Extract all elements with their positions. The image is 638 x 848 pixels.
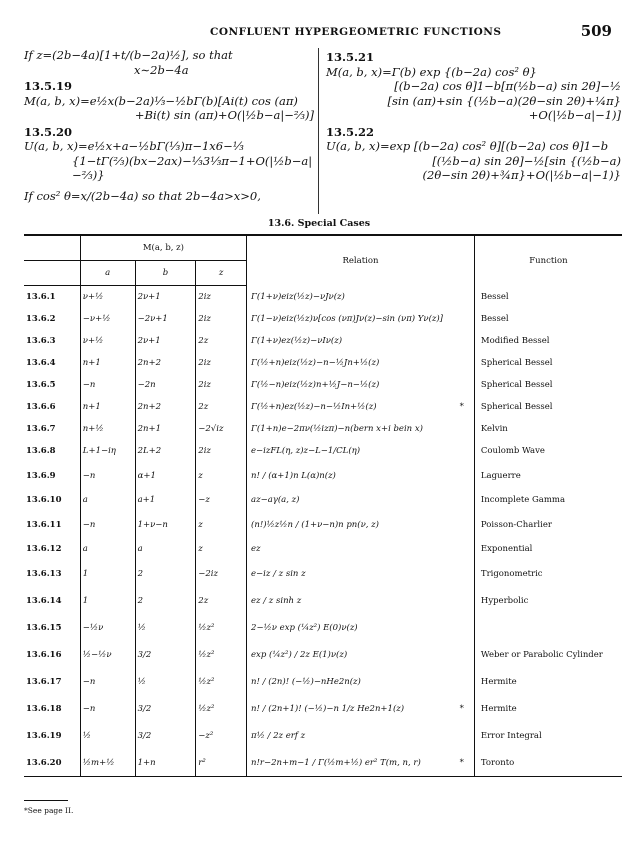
row-number: 13.6.14 xyxy=(26,595,62,606)
cell-z: ½z² xyxy=(196,614,247,641)
cell-function xyxy=(474,614,622,641)
cell-b: 2n+2 xyxy=(135,352,196,374)
table-row xyxy=(24,396,622,418)
cell-b: 3/2 xyxy=(135,641,196,668)
footnote-marker: * xyxy=(459,757,464,768)
cell-z: 2iz xyxy=(196,286,247,309)
intro-text: If z=(2b−4a)[1+t/(b−2a)½], so that xyxy=(24,48,233,62)
table-row xyxy=(24,330,622,352)
cell-relation: e−iz / z sin z xyxy=(247,560,475,587)
cell-relation: Γ(½−n)eiz(½z)n+½J−n−½(z) xyxy=(247,374,475,396)
row-number: 13.6.19 xyxy=(26,730,62,741)
cell-function: Toronto xyxy=(474,749,622,777)
table-row xyxy=(24,440,622,462)
cell-z: 2iz xyxy=(196,352,247,374)
row-number: 13.6.13 xyxy=(26,568,62,579)
cell-b: 2ν+1 xyxy=(135,286,196,309)
cell-function: Bessel xyxy=(474,308,622,330)
footnote-rule xyxy=(24,800,68,801)
cell-function: Coulomb Wave xyxy=(474,440,622,462)
footnote: *See page II. xyxy=(24,806,74,815)
cell-a: −n xyxy=(80,374,135,396)
cell-b: −2n xyxy=(135,374,196,396)
header-b: b xyxy=(135,261,196,286)
cell-relation: π½ / 2z erf z xyxy=(247,722,475,749)
equation-line: M(a, b, x)=e½x(b−2a)⅓−½bΓ(b)[Ai(t) cos (aπ) xyxy=(24,93,298,108)
row-number: 13.6.18 xyxy=(26,703,62,714)
header-function: Function xyxy=(474,235,622,286)
cell-function: Kelvin xyxy=(474,418,622,440)
header-a: a xyxy=(80,261,135,286)
cell-a: ν+½ xyxy=(80,330,135,352)
cell-function: Exponential xyxy=(474,538,622,560)
cell-a: −½ν xyxy=(80,614,135,641)
row-number: 13.6.7 xyxy=(26,424,56,434)
section-title: 13.6. Special Cases xyxy=(267,218,371,229)
outro-text: If cos² θ=x/(2b−4a) so that 2b−4a>x>0, xyxy=(24,188,261,203)
cell-z: ½z² xyxy=(196,641,247,668)
cell-z: z xyxy=(196,511,247,538)
left-column xyxy=(24,48,314,203)
row-number: 13.6.15 xyxy=(26,622,62,633)
footnote-marker: * xyxy=(459,402,464,412)
cell-a: 1 xyxy=(80,560,135,587)
cell-a: −n xyxy=(80,695,135,722)
cell-relation: Γ(1+ν)eiz(½z)−νJν(z) xyxy=(247,286,475,309)
cell-b: 2L+2 xyxy=(135,440,196,462)
cell-function: Error Integral xyxy=(474,722,622,749)
cell-a: 1 xyxy=(80,587,135,614)
header-spacer xyxy=(24,261,80,286)
table-row xyxy=(24,511,622,538)
cell-function: Hermite xyxy=(474,668,622,695)
cell-z: −z² xyxy=(196,722,247,749)
cell-function: Bessel xyxy=(474,286,622,309)
cell-b: α+1 xyxy=(135,462,196,489)
cell-relation: n! / (2n+1)! (−½)−n 1/z He2n+1(z) * xyxy=(247,695,475,722)
cell-function: Trigonometric xyxy=(474,560,622,587)
equation-line: [(b−2a) cos θ]1−b[π(½b−a) sin 2θ]−½ xyxy=(394,79,621,93)
cell-b: a xyxy=(135,538,196,560)
cell-z: 2z xyxy=(196,330,247,352)
cell-z: 2iz xyxy=(196,308,247,330)
cell-function: Poisson-Charlier xyxy=(474,511,622,538)
column-divider xyxy=(318,48,319,214)
cell-b: 1+n xyxy=(135,749,196,777)
cell-relation: Γ(1−ν)eiz(½z)ν[cos (νπ)Jν(z)−sin (νπ) Yν(z)] xyxy=(247,308,475,330)
table-row xyxy=(24,587,622,614)
row-number: 13.6.3 xyxy=(26,336,56,346)
row-number: 13.6.9 xyxy=(26,470,56,481)
equation-number: 13.5.19 xyxy=(24,79,73,93)
cell-b: 2 xyxy=(135,560,196,587)
equation-line: (2θ−sin 2θ)+¾π}+O(|½b−a|−1)} xyxy=(422,168,621,182)
cell-a: ½−½ν xyxy=(80,641,135,668)
row-number: 13.6.17 xyxy=(26,676,62,687)
table-row xyxy=(24,352,622,374)
table-row xyxy=(24,668,622,695)
equation-line: [(½b−a) sin 2θ]−½[sin {(½b−a) xyxy=(432,153,621,168)
cell-function: Hermite xyxy=(474,695,622,722)
cell-b: a+1 xyxy=(135,489,196,511)
page-number: 509 xyxy=(580,22,612,40)
cell-a: ν+½ xyxy=(80,286,135,309)
cell-a: a xyxy=(80,489,135,511)
row-number: 13.6.2 xyxy=(26,314,56,324)
cell-relation: Γ(1+ν)ez(½z)−νIν(z) xyxy=(247,330,475,352)
header-relation: Relation xyxy=(247,235,475,286)
right-column xyxy=(326,48,621,183)
cell-a: n+½ xyxy=(80,418,135,440)
cell-b: ½ xyxy=(135,614,196,641)
equation-line: {1−tΓ(⅔)(bx−2ax)−⅓3⅓π−1+O(|½b−a|−⅔)} xyxy=(72,153,313,182)
table-row xyxy=(24,374,622,396)
special-cases-table xyxy=(24,234,622,777)
cell-z: −z xyxy=(196,489,247,511)
cell-z: 2z xyxy=(196,587,247,614)
cell-a: L+1−iη xyxy=(80,440,135,462)
table-body xyxy=(24,286,622,777)
cell-z: r² xyxy=(196,749,247,777)
row-number: 13.6.16 xyxy=(26,649,62,660)
header-spacer xyxy=(24,235,80,261)
row-number: 13.6.10 xyxy=(26,495,62,505)
equation-line: U(a, b, x)=e½x+a−½bΓ(⅓)π−1x6−⅓ xyxy=(24,139,244,153)
cell-b: 2 xyxy=(135,587,196,614)
cell-relation: ez xyxy=(247,538,475,560)
equation-number: 13.5.20 xyxy=(24,124,73,139)
cell-relation: 2−½ν exp (¼z²) E(0)ν(z) xyxy=(247,614,475,641)
row-number: 13.6.5 xyxy=(26,380,56,390)
cell-relation: e−izFL(η, z)z−L−1/CL(η) xyxy=(247,440,475,462)
row-number: 13.6.1 xyxy=(26,292,56,302)
cell-z: z xyxy=(196,538,247,560)
equation-line: M(a, b, x)=Γ(b) exp {(b−2a) cos² θ} xyxy=(326,64,537,79)
cell-relation: n! / (2n)! (−½)−nHe2n(z) xyxy=(247,668,475,695)
cell-b: 1+ν−n xyxy=(135,511,196,538)
table-row xyxy=(24,749,622,777)
intro-text-cont: x∼2b−4a xyxy=(134,62,189,77)
row-number: 13.6.20 xyxy=(24,749,80,777)
cell-b: 2n+1 xyxy=(135,418,196,440)
cell-a: −ν+½ xyxy=(80,308,135,330)
cell-a: ½ xyxy=(80,722,135,749)
cell-b: 2ν+1 xyxy=(135,330,196,352)
cell-a: a xyxy=(80,538,135,560)
row-number: 13.6.8 xyxy=(26,446,56,456)
equation-number: 13.5.21 xyxy=(326,50,375,64)
row-number: 13.6.11 xyxy=(26,519,62,530)
equation-line: U(a, b, x)=exp [(b−2a) cos² θ][(b−2a) cos θ]1−b xyxy=(326,139,609,153)
table-row xyxy=(24,489,622,511)
cell-relation: exp (¼z²) / 2z E(1)ν(z) xyxy=(247,641,475,668)
table-row xyxy=(24,286,622,309)
table-row xyxy=(24,462,622,489)
cell-function: Hyperbolic xyxy=(474,587,622,614)
table-row xyxy=(24,308,622,330)
cell-a: −n xyxy=(80,511,135,538)
cell-b: −2ν+1 xyxy=(135,308,196,330)
cell-relation: Γ(½+n)eiz(½z)−n−½Jn+½(z) xyxy=(247,352,475,374)
header-z: z xyxy=(196,261,247,286)
cell-function: Weber or Parabolic Cylinder xyxy=(474,641,622,668)
cell-function: Spherical Bessel xyxy=(474,352,622,374)
footnote-marker: * xyxy=(459,703,464,714)
cell-z: ½z² xyxy=(196,695,247,722)
cell-b: 3/2 xyxy=(135,722,196,749)
cell-b: 3/2 xyxy=(135,695,196,722)
cell-b: 2n+2 xyxy=(135,396,196,418)
table-row xyxy=(24,418,622,440)
running-title: CONFLUENT HYPERGEOMETRIC FUNCTIONS xyxy=(210,26,502,38)
cell-a: n+1 xyxy=(80,396,135,418)
cell-function: Spherical Bessel xyxy=(474,396,622,418)
cell-relation: az−aγ(a, z) xyxy=(247,489,475,511)
cell-z: −2√iz xyxy=(196,418,247,440)
equation-line: +O(|½b−a|−1)] xyxy=(528,108,621,122)
cell-z: 2iz xyxy=(196,374,247,396)
cell-a: n+1 xyxy=(80,352,135,374)
cell-a: ½m+½ xyxy=(80,749,135,777)
table-row xyxy=(24,560,622,587)
table-row xyxy=(24,722,622,749)
table-row xyxy=(24,695,622,722)
equation-line: +Bi(t) sin (aπ)+O(|½b−a|−⅔)] xyxy=(134,108,314,122)
equation-number: 13.5.22 xyxy=(326,124,375,139)
cell-z: 2iz xyxy=(196,440,247,462)
table-row xyxy=(24,538,622,560)
cell-z: z xyxy=(196,462,247,489)
table-row xyxy=(24,614,622,641)
row-number: 13.6.12 xyxy=(26,544,62,554)
cell-function: Modified Bessel xyxy=(474,330,622,352)
cell-z: 2z xyxy=(196,396,247,418)
cell-a: −n xyxy=(80,462,135,489)
cell-relation: (n!)½z½n / (1+ν−n)n pn(ν, z) xyxy=(247,511,475,538)
cell-a: −n xyxy=(80,668,135,695)
cell-relation: n! / (α+1)n L(α)n(z) xyxy=(247,462,475,489)
cell-b: ½ xyxy=(135,668,196,695)
cell-z: −2iz xyxy=(196,560,247,587)
cell-function: Incomplete Gamma xyxy=(474,489,622,511)
cell-function: Laguerre xyxy=(474,462,622,489)
cell-relation: ez / z sinh z xyxy=(247,587,475,614)
cell-z: ½z² xyxy=(196,668,247,695)
equation-line: [sin (aπ)+sin {(½b−a)(2θ−sin 2θ)+¼π} xyxy=(387,93,621,108)
table-row xyxy=(24,641,622,668)
header-group-m: M(a, b, z) xyxy=(80,235,246,261)
cell-relation: n!r−2n+m−1 / Γ(½m+½) er² T(m, n, r) * xyxy=(247,749,475,777)
cell-function: Spherical Bessel xyxy=(474,374,622,396)
row-number: 13.6.6 xyxy=(26,402,56,412)
cell-relation: Γ(½+n)ez(½z)−n−½In+½(z) * xyxy=(247,396,475,418)
row-number: 13.6.4 xyxy=(26,358,56,368)
cell-relation: Γ(1+n)e−2πν(½izπ)−n(bern x+i bein x) xyxy=(247,418,475,440)
